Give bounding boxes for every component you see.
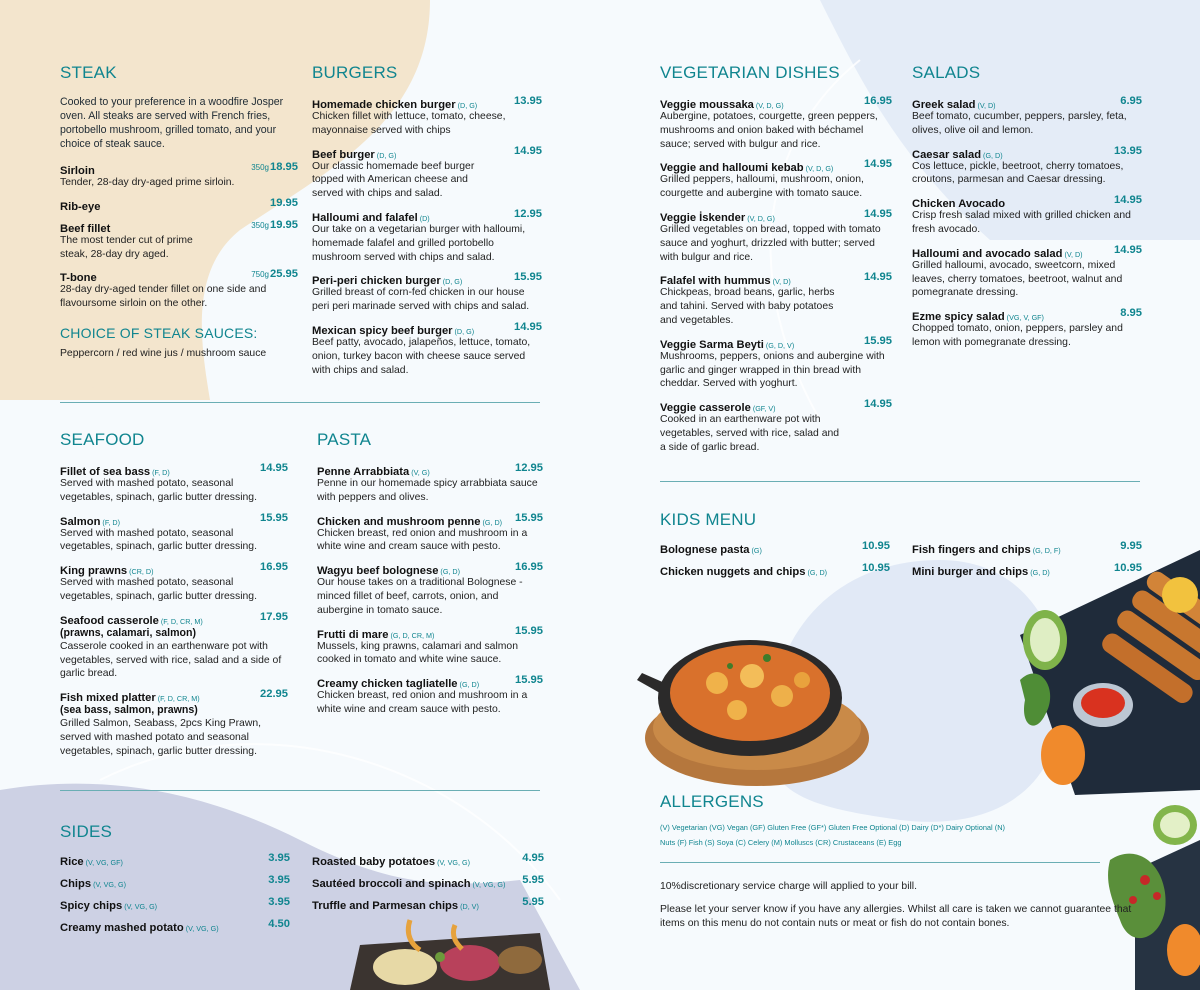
item-desc: Cooked in an earthenware pot with vegetables, served with rice, salad and a side of garlic bread. bbox=[660, 414, 840, 453]
item-name: Rice bbox=[60, 856, 84, 868]
kids-item bbox=[912, 562, 1142, 584]
item-name: Beef burger bbox=[312, 148, 375, 161]
item-name: Halloumi and avocado salad bbox=[912, 247, 1063, 260]
item-name: Beef fillet bbox=[60, 222, 111, 235]
kids-item bbox=[912, 540, 1142, 562]
kids-item bbox=[660, 540, 890, 562]
item-tags: (G, D, CR, M) bbox=[390, 630, 435, 640]
item-tags: (F, D) bbox=[152, 468, 170, 477]
steak-sauces: Peppercorn / red wine jus / mushroom sauce bbox=[60, 347, 267, 359]
item-name: Greek salad bbox=[912, 99, 976, 111]
item-name: Mini burger and chips bbox=[912, 566, 1029, 578]
divider bbox=[660, 862, 1100, 863]
menu-item bbox=[312, 208, 542, 264]
item-desc: Mushrooms, peppers, onions and aubergine with garlic and ginger wrapped in thin bread with cheddar. Served with yoghurt. bbox=[660, 350, 885, 390]
sides-section bbox=[60, 822, 545, 934]
item-desc: Served with mashed potato, seasonal vegetables, spinach, garlic butter dressing. bbox=[60, 577, 257, 602]
item-tags: (V, VG, G) bbox=[124, 902, 158, 911]
item-tags: (G, D) bbox=[440, 567, 460, 577]
allergens-title: ALLERGENS bbox=[660, 792, 764, 811]
item-tags: (F, D, CR, M) bbox=[160, 616, 203, 626]
item-price: 14.95 bbox=[514, 144, 542, 157]
burgers-title: BURGERS bbox=[312, 63, 398, 82]
item-desc: Chicken breast, red onion and mushroom in a white wine and cream sauce with pesto. bbox=[317, 527, 528, 553]
side-item bbox=[312, 896, 544, 918]
item-name: Bolognese pasta bbox=[660, 544, 750, 556]
side-item bbox=[60, 896, 290, 918]
item-desc: Our take on a vegetarian burger with halloumi, homemade falafel and grilled portobello mushroom served with chips and salad. bbox=[312, 223, 526, 263]
item-price: 5.95 bbox=[522, 896, 544, 908]
item-price: 19.95 bbox=[270, 218, 298, 231]
footer-notes bbox=[660, 880, 1135, 930]
item-name: Veggie casserole bbox=[660, 402, 751, 415]
item-name: Roasted baby potatoes bbox=[312, 856, 436, 868]
item-tags: (G, D) bbox=[983, 150, 1003, 160]
item-tags: (VG, V, GF) bbox=[1006, 313, 1044, 323]
item-price: 16.95 bbox=[515, 561, 543, 574]
item-name: Veggie and halloumi kebab bbox=[660, 162, 804, 175]
item-price: 14.95 bbox=[864, 158, 892, 171]
item-tags: (V, G) bbox=[411, 468, 430, 477]
menu-item bbox=[912, 307, 1142, 350]
item-name: Chicken and mushroom penne bbox=[317, 515, 481, 528]
kids-title: KIDS MENU bbox=[660, 510, 757, 529]
item-name: Salmon bbox=[60, 515, 101, 528]
menu-item bbox=[317, 625, 543, 668]
item-price: 15.95 bbox=[515, 624, 543, 637]
seafood-title: SEAFOOD bbox=[60, 430, 145, 449]
item-tags: (G) bbox=[751, 546, 762, 555]
menu-item bbox=[660, 398, 892, 454]
menu-item bbox=[660, 271, 892, 327]
allergens-line-1: (V) Vegetarian (VG) Vegan (GF) Gluten Free (GF*) Gluten Free Optional (D) Dairy (D*) Dairy Optional (N) bbox=[660, 823, 1005, 832]
item-price: 14.95 bbox=[864, 207, 892, 220]
item-tags: (G, D) bbox=[459, 680, 480, 690]
item-price: 6.95 bbox=[1120, 95, 1142, 107]
menu-item bbox=[660, 208, 892, 264]
allergens-line-2: Nuts (F) Fish (S) Soya (C) Celery (M) Molluscs (CR) Crustaceans (E) Egg bbox=[660, 838, 902, 847]
item-desc: Chopped tomato, onion, peppers, parsley and lemon with pomegranate dressing. bbox=[912, 323, 1123, 348]
item-name: Fillet of sea bass bbox=[60, 466, 151, 478]
item-desc: Grilled peppers, halloumi, mushroom, onion, courgette and aubergine with tomato sauce. bbox=[660, 174, 864, 200]
menu-item bbox=[60, 688, 288, 758]
item-tags: (D, G) bbox=[442, 277, 463, 287]
item-name: Ezme spicy salad bbox=[912, 311, 1005, 324]
item-name: Sautéed broccoli and spinach bbox=[312, 878, 471, 890]
item-desc: Our classic homemade beef burger topped with American cheese and served with chips and salad. bbox=[312, 160, 475, 200]
item-tags: (D, V) bbox=[460, 902, 479, 911]
divider bbox=[60, 790, 540, 791]
item-price: 3.95 bbox=[268, 874, 290, 886]
item-tags: (F, D) bbox=[102, 517, 120, 527]
item-desc: Mussels, king prawns, calamari and salmon cooked in tomato and white wine sauce. bbox=[317, 640, 518, 666]
side-item bbox=[60, 918, 290, 940]
item-price: 3.95 bbox=[268, 896, 290, 908]
item-name: Fish fingers and chips bbox=[912, 544, 1031, 556]
mezze-platter-photo bbox=[350, 915, 550, 990]
item-price: 14.95 bbox=[1114, 243, 1142, 256]
item-price: 10.95 bbox=[862, 562, 890, 574]
item-desc: Chicken breast, red onion and mushroom in a white wine and cream sauce with pesto. bbox=[317, 690, 528, 715]
item-price: 9.95 bbox=[1120, 540, 1142, 552]
item-tags: (F, D, CR, M) bbox=[157, 694, 200, 704]
item-tags: (V, VG, G) bbox=[185, 924, 219, 933]
item-name: Caesar salad bbox=[912, 148, 982, 161]
item-price: 15.95 bbox=[260, 511, 288, 524]
item-name: Veggie İskender bbox=[660, 211, 746, 224]
item-name: Spicy chips bbox=[60, 900, 123, 912]
item-name: Wagyu beef bolognese bbox=[317, 565, 439, 578]
allergens-section bbox=[660, 792, 1080, 850]
menu-item bbox=[317, 674, 543, 717]
curry-pan-photo bbox=[632, 618, 872, 788]
menu-item bbox=[660, 95, 892, 151]
item-weight: 350g bbox=[251, 163, 269, 172]
item-price: 14.95 bbox=[1114, 194, 1142, 207]
item-price: 8.95 bbox=[1120, 307, 1142, 320]
menu-item bbox=[312, 321, 542, 377]
menu-item bbox=[660, 158, 892, 201]
menu-item bbox=[60, 219, 298, 262]
service-charge-note: 10%discretionary service charge will applied to your bill. bbox=[660, 881, 918, 892]
item-name: Sirloin bbox=[60, 165, 95, 177]
item-desc: Served with mashed potato, seasonal vegetables, spinach, garlic butter dressing. bbox=[60, 478, 257, 503]
item-name: Seafood casserole bbox=[60, 614, 159, 627]
item-tags: (G, D, V) bbox=[765, 340, 795, 350]
divider bbox=[60, 402, 540, 403]
menu-item bbox=[312, 95, 542, 138]
menu-item bbox=[912, 244, 1142, 300]
menu-item bbox=[912, 145, 1142, 188]
burgers-section bbox=[312, 63, 542, 384]
item-tags: (G, D) bbox=[807, 568, 828, 577]
item-price: 5.95 bbox=[522, 874, 544, 886]
item-name: Veggie moussaka bbox=[660, 99, 754, 111]
menu-item bbox=[912, 194, 1142, 237]
item-price: 15.95 bbox=[514, 271, 542, 284]
item-name: Homemade chicken burger bbox=[312, 99, 456, 111]
item-weight: 350g bbox=[251, 220, 269, 230]
item-price: 16.95 bbox=[260, 561, 288, 574]
vegetarian-section bbox=[660, 63, 892, 462]
item-price: 15.95 bbox=[515, 511, 543, 524]
item-tags: (GF, V) bbox=[752, 404, 776, 414]
item-desc: Tender, 28-day dry-aged prime sirloin. bbox=[60, 177, 235, 188]
side-item bbox=[312, 874, 544, 896]
steak-title: STEAK bbox=[60, 63, 117, 82]
allergy-notice: Please let your server know if you have any allergies. Whilst all care is taken we cannot guarantee that items on this menu do not contain nuts or meat or fish do not contain bones. bbox=[660, 903, 1132, 929]
menu-item bbox=[60, 611, 288, 681]
item-desc: 28-day dry-aged tender fillet on one side and flavoursome sirloin on the other. bbox=[60, 284, 267, 310]
item-price: 10.95 bbox=[1114, 562, 1142, 574]
item-name: Chicken Avocado bbox=[912, 198, 1006, 211]
item-price: 14.95 bbox=[514, 320, 542, 333]
item-name: T-bone bbox=[60, 272, 97, 285]
item-tags: (G, D) bbox=[1030, 568, 1050, 577]
item-price: 14.95 bbox=[260, 462, 288, 474]
item-price: 14.95 bbox=[864, 271, 892, 284]
item-price: 18.95 bbox=[270, 161, 298, 173]
item-desc: Grilled vegetables on bread, topped with tomato sauce and yoghurt, drizzled with butter; served with bulgur and rice. bbox=[660, 223, 881, 263]
item-desc: Casserole cooked in an earthenware pot with vegetables, served with rice, salad and a side of garlic bread. bbox=[60, 640, 282, 680]
item-tags: (V, D) bbox=[977, 101, 996, 110]
item-tags: (V, VG, G) bbox=[472, 880, 506, 889]
item-name: Peri-peri chicken burger bbox=[312, 275, 441, 288]
menu-item bbox=[312, 271, 542, 314]
item-tags: (V, VG, G) bbox=[437, 858, 470, 867]
menu-item bbox=[60, 561, 288, 604]
menu-item bbox=[60, 462, 288, 505]
side-item bbox=[60, 874, 290, 896]
item-name: Truffle and Parmesan chips bbox=[312, 900, 459, 912]
item-name: Fish mixed platter bbox=[60, 692, 156, 705]
steak-intro: Cooked to your preference in a woodfire Josper oven. All steaks are served with French fries, portobello mushroom, grilled tomato, and your choice of steak sauce. bbox=[60, 96, 284, 150]
item-tags: (G, D) bbox=[482, 517, 503, 527]
item-desc: Penne in our homemade spicy arrabbiata sauce with peppers and olives. bbox=[317, 478, 538, 503]
item-price: 13.95 bbox=[514, 95, 542, 107]
item-name: King prawns bbox=[60, 565, 128, 578]
item-tags: (D, G) bbox=[376, 150, 397, 160]
item-price: 19.95 bbox=[270, 196, 298, 209]
menu-item bbox=[317, 462, 543, 505]
item-desc: Beef patty, avocado, jalapeños, lettuce, tomato, onion, turkey bacon with cheese sauce served with chips and salad. bbox=[312, 336, 531, 376]
item-name: Creamy mashed potato bbox=[60, 922, 184, 934]
item-price: 17.95 bbox=[260, 610, 288, 623]
item-desc: Grilled halloumi, avocado, sweetcorn, mixed leaves, cherry tomatoes, beetroot, walnut and pomegranate dressing. bbox=[912, 259, 1123, 299]
item-tags: (V, VG, G) bbox=[93, 880, 126, 889]
menu-item bbox=[317, 561, 543, 617]
menu-item bbox=[660, 335, 892, 391]
item-desc: Chicken fillet with lettuce, tomato, cheese, mayonnaise served with chips bbox=[312, 111, 506, 136]
item-name: Frutti di mare bbox=[317, 628, 389, 641]
item-price: 15.95 bbox=[515, 674, 543, 687]
item-desc: Crisp fresh salad mixed with grilled chicken and fresh avocado. bbox=[912, 210, 1131, 235]
item-tags: (G, D, F) bbox=[1032, 546, 1061, 555]
item-sub: (sea bass, salmon, prawns) bbox=[60, 704, 198, 717]
vegetarian-title: VEGETARIAN DISHES bbox=[660, 63, 840, 82]
menu-item bbox=[912, 95, 1142, 138]
item-tags: (CR, D) bbox=[129, 567, 154, 577]
item-tags: (D, G) bbox=[454, 326, 475, 336]
item-price: 12.95 bbox=[514, 207, 542, 220]
item-price: 13.95 bbox=[1114, 144, 1142, 157]
item-desc: Chickpeas, broad beans, garlic, herbs and tahini. Served with baby potatoes and vegetables. bbox=[660, 287, 835, 326]
sides-title: SIDES bbox=[60, 822, 113, 841]
item-desc: Beef tomato, cucumber, peppers, parsley, feta, olives, olive oil and lemon. bbox=[912, 111, 1127, 136]
menu-item bbox=[60, 161, 298, 190]
item-name: Halloumi and falafel bbox=[312, 211, 418, 224]
item-desc: Served with mashed potato, seasonal vegetables, spinach, garlic butter dressing. bbox=[60, 527, 257, 553]
item-price: 4.50 bbox=[268, 918, 290, 930]
salads-title: SALADS bbox=[912, 63, 981, 82]
item-desc: Cos lettuce, pickle, beetroot, cherry tomatoes, croutons, parmesan and Caesar dressing. bbox=[912, 160, 1124, 186]
item-tags: (V, D) bbox=[772, 277, 791, 287]
salads-section bbox=[912, 63, 1142, 357]
item-price: 15.95 bbox=[864, 334, 892, 347]
item-tags: (D) bbox=[419, 213, 430, 223]
item-price: 14.95 bbox=[864, 398, 892, 411]
item-name: Veggie Sarma Beyti bbox=[660, 338, 764, 351]
seafood-section bbox=[60, 430, 288, 766]
item-desc: Our house takes on a traditional Bolognese - minced fillet of beef, carrots, onion, and aubergine in tomato sauce. bbox=[317, 577, 523, 616]
item-tags: (V, D, G) bbox=[755, 101, 784, 110]
item-tags: (V, D) bbox=[1064, 249, 1083, 259]
item-name: Mexican spicy beef burger bbox=[312, 324, 453, 337]
kids-section bbox=[660, 510, 1142, 590]
menu-item bbox=[312, 145, 542, 201]
side-item bbox=[60, 852, 290, 874]
item-price: 10.95 bbox=[862, 540, 890, 552]
item-name: Falafel with hummus bbox=[660, 275, 771, 288]
item-desc: Aubergine, potatoes, courgette, green peppers, mushrooms and onion baked with béchamel sauce; served with bulgur and rice. bbox=[660, 111, 878, 150]
item-sub: (prawns, calamari, salmon) bbox=[60, 626, 197, 639]
item-tags: (V, D, G) bbox=[747, 213, 775, 223]
item-price: 3.95 bbox=[268, 852, 290, 864]
item-name: Penne Arrabbiata bbox=[317, 466, 410, 478]
item-price: 16.95 bbox=[864, 95, 892, 107]
item-weight: 750g bbox=[251, 270, 269, 280]
menu-item bbox=[60, 268, 298, 311]
item-name: Chicken nuggets and chips bbox=[660, 566, 806, 578]
menu-item bbox=[60, 197, 298, 212]
item-desc: Grilled Salmon, Seabass, 2pcs King Prawn, served with mashed potato and seasonal vegetables, spinach, garlic butter dressing. bbox=[60, 718, 261, 757]
pasta-section bbox=[317, 430, 543, 724]
item-tags: (V, VG, GF) bbox=[85, 858, 123, 867]
item-desc: The most tender cut of prime steak, 28-day dry aged. bbox=[60, 234, 193, 260]
menu-item bbox=[60, 512, 288, 555]
item-price: 25.95 bbox=[270, 268, 298, 281]
item-price: 4.95 bbox=[522, 852, 544, 864]
divider bbox=[660, 481, 1140, 482]
item-tags: (V, D, G) bbox=[805, 164, 834, 174]
item-name: Chips bbox=[60, 878, 92, 890]
item-price: 22.95 bbox=[260, 688, 288, 701]
item-desc: Grilled breast of corn-fed chicken in our house peri peri marinade served with chips and salad. bbox=[312, 287, 530, 313]
item-name: Rib-eye bbox=[60, 200, 101, 213]
pasta-title: PASTA bbox=[317, 430, 372, 449]
item-tags: (D, G) bbox=[457, 101, 478, 110]
side-item bbox=[312, 852, 544, 874]
steak-section bbox=[60, 63, 298, 361]
menu-item bbox=[317, 512, 543, 555]
steak-sauces-title: CHOICE OF STEAK SAUCES: bbox=[60, 324, 258, 341]
kids-item bbox=[660, 562, 890, 584]
item-price: 12.95 bbox=[515, 462, 543, 474]
item-name: Creamy chicken tagliatelle bbox=[317, 678, 458, 691]
